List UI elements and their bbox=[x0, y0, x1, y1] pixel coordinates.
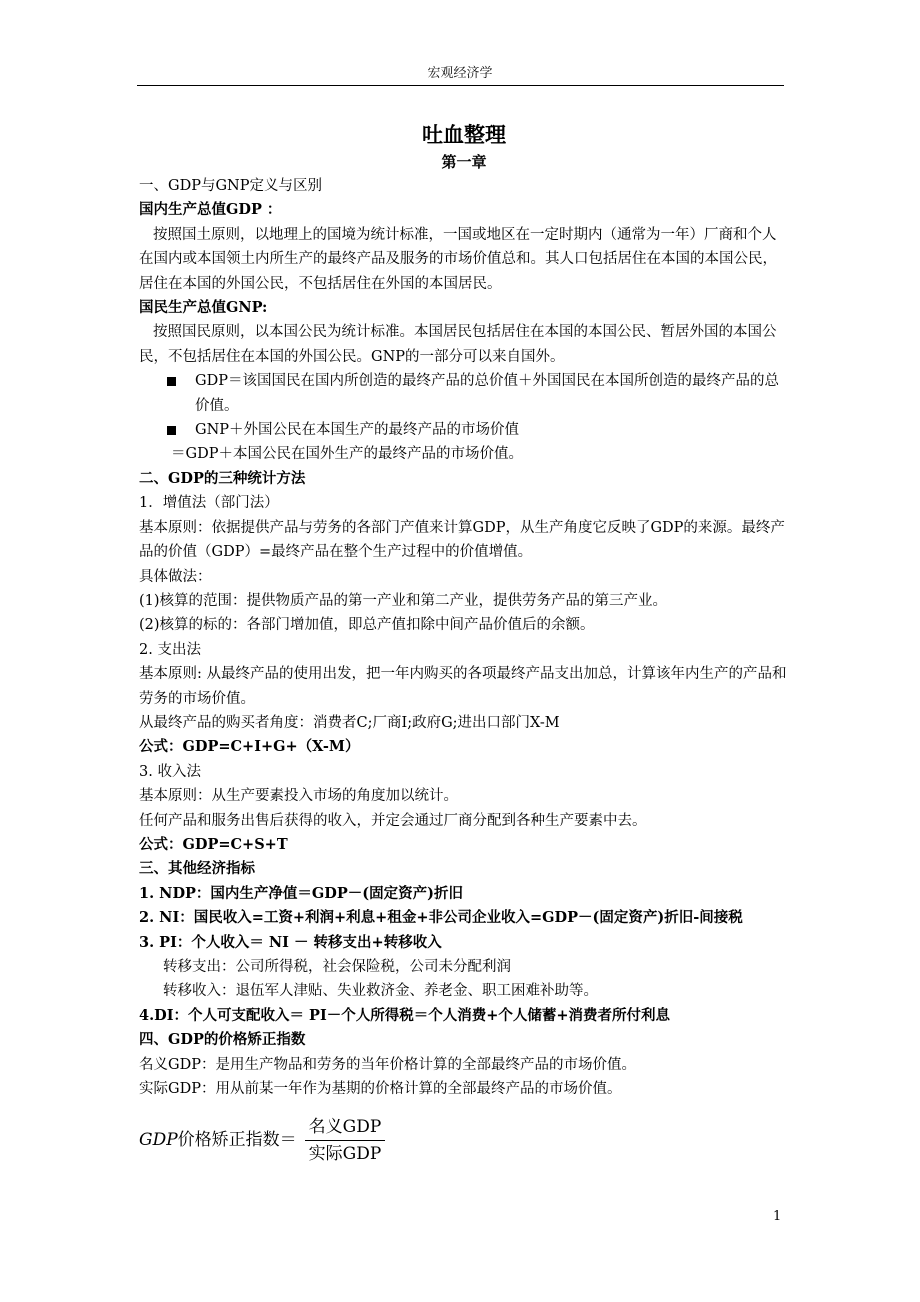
gdp-definition-label: 国内生产总值GDP ： bbox=[139, 201, 282, 219]
formula-lhs-text: 价格矫正指数＝ bbox=[177, 1130, 297, 1151]
method-1-title: 1．增值法（部门法） bbox=[139, 495, 279, 512]
indicator-pi: 3. PI：个人收入＝ NI － 转移支出+转移收入 bbox=[139, 933, 442, 951]
formula-numerator: 名义GDP bbox=[308, 1116, 382, 1137]
method-3-description: 任何产品和服务出售后获得的收入，并定会通过厂商分配到各种生产要素中去。 bbox=[139, 812, 647, 829]
method-1-principle: 基本原则：依据提供产品与劳务的各部门产值来计算GDP，从生产角度它反映了GDP的来源。最终产品的价值（GDP）=最终产品在整个生产过程中的价值增值。 bbox=[139, 519, 785, 561]
document-title: 吐血整理 bbox=[422, 122, 506, 147]
method-3-title: 3. 收入法 bbox=[139, 763, 201, 780]
method-3-formula: 公式：GDP=C+S+T bbox=[139, 835, 288, 853]
deflator-formula bbox=[139, 1109, 789, 1171]
real-gdp-definition: 实际GDP：用从前某一年作为基期的价格计算的全部最终产品的市场价值。 bbox=[139, 1081, 622, 1098]
bullet-text: GNP＋外国公民在本国生产的最终产品的市场价值 bbox=[195, 422, 520, 439]
gnp-definition-paragraph: 按照国民原则，以本国公民为统计标准。本国居民包括居住在本国的本国公民、暂居外国的本国公民，不包括居住在本国的外国公民。GNP的一部分可以来自国外。 bbox=[139, 324, 777, 365]
indicator-ndp: 1. NDP：国内生产净值＝GDP－(固定资产)折旧 bbox=[139, 884, 463, 902]
method-2-principle: 基本原则: 从最终产品的使用出发，把一年内购买的各项最终产品支出加总，计算该年内生产的产品和劳务的市场价值。 bbox=[139, 666, 787, 707]
header-rule bbox=[137, 85, 784, 86]
formula-denominator: 实际GDP bbox=[308, 1143, 382, 1164]
document-body bbox=[139, 120, 789, 1171]
chapter-heading: 第一章 bbox=[441, 153, 487, 171]
method-1-how: 具体做法： bbox=[139, 568, 212, 585]
method-2-buyers: 从最终产品的购买者角度：消费者C;厂商I;政府G;进出口部门X-M bbox=[139, 714, 560, 731]
section-heading-2: 二、GDP的三种统计方法 bbox=[139, 469, 306, 487]
method-2-title: 2. 支出法 bbox=[139, 641, 201, 658]
bullet-item-gdp bbox=[139, 369, 789, 418]
indicator-di: 4.DI：个人可支配收入＝ PI－个人所得税＝个人消费+个人储蓄+消费者所付利息 bbox=[139, 1006, 671, 1024]
method-3-principle: 基本原则：从生产要素投入市场的角度加以统计。 bbox=[139, 788, 458, 805]
formula-lhs bbox=[139, 1128, 297, 1152]
bullet-text: GDP＝该国国民在国内所创造的最终产品的总价值＋外国国民在本国所创造的最终产品的总价值。 bbox=[195, 373, 779, 414]
method-1-item-1: (1)核算的范围：提供物质产品的第一产业和第二产业，提供劳务产品的第三产业。 bbox=[139, 592, 668, 609]
section-heading-3: 三、其他经济指标 bbox=[139, 860, 255, 878]
method-1-item-2: (2)核算的标的：各部门增加值，即总产值扣除中间产品价值后的余额。 bbox=[139, 617, 595, 634]
gnp-definition-label: 国民生产总值GNP: bbox=[139, 299, 268, 317]
nominal-gdp-definition: 名义GDP：是用生产物品和劳务的当年价格计算的全部最终产品的市场价值。 bbox=[139, 1056, 636, 1073]
indicator-ni: 2. NI：国民收入=工资+利润+利息+租金+非公司企业收入=GDP－(固定资产)折旧-间接税 bbox=[139, 909, 743, 927]
transfer-in-note: 转移收入：退伍军人津贴、失业救济金、养老金、职工困难补助等。 bbox=[163, 983, 598, 1000]
section-heading-1: 一、GDP与GNP定义与区别 bbox=[139, 178, 322, 194]
section-heading-4: 四、GDP的价格矫正指数 bbox=[139, 1031, 306, 1049]
formula-lhs-italic: GDP bbox=[139, 1130, 178, 1151]
formula-fraction bbox=[305, 1116, 386, 1165]
method-2-formula: 公式：GDP=C+I+G+（X-M） bbox=[139, 738, 360, 756]
bullet-continuation: ＝GDP＋本国公民在国外生产的最终产品的市场价值。 bbox=[171, 446, 523, 463]
bullet-item-gnp bbox=[139, 418, 789, 442]
gdp-definition-paragraph: 按照国土原则，以地理上的国境为统计标准，一国或地区在一定时期内（通常为一年）厂商和个人在国内或本国领土内所生产的最终产品及服务的市场价值总和。其人口包括居住在本国的本国公民，居住在本国的外国公民，不包括居住在外国的本国居民。 bbox=[139, 226, 777, 292]
square-bullet-icon bbox=[167, 426, 176, 435]
page-number: 1 bbox=[773, 1209, 782, 1224]
transfer-out-note: 转移支出：公司所得税，社会保险税，公司未分配利润 bbox=[163, 959, 511, 975]
square-bullet-icon bbox=[167, 377, 176, 386]
running-header: 宏观经济学 bbox=[427, 66, 493, 81]
